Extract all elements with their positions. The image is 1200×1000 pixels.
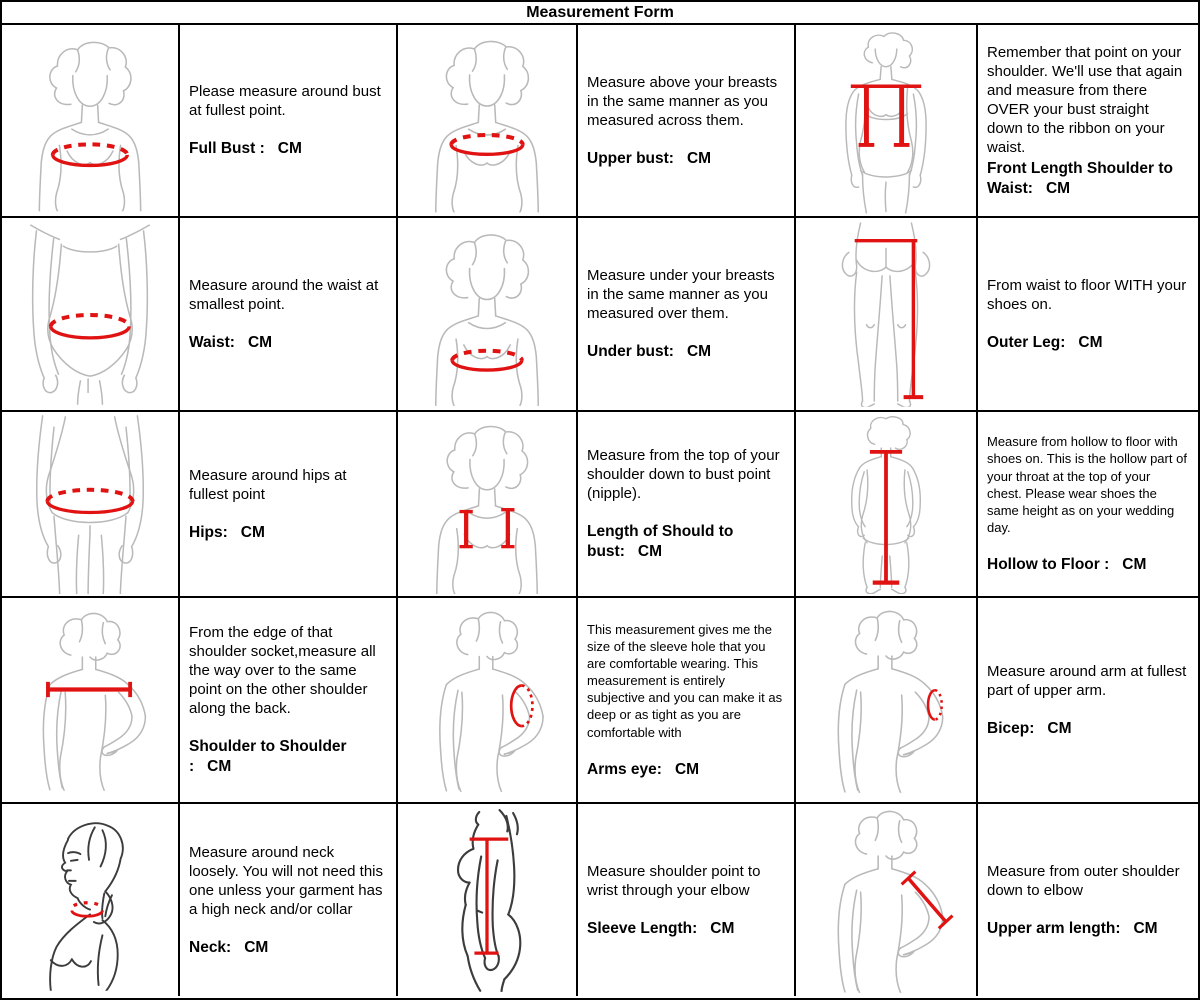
unit-cm: CM <box>686 343 712 361</box>
upper-arm-length-figure-cell <box>796 804 978 996</box>
full-bust-figure <box>4 27 176 214</box>
hollow-to-floor-figure-cell <box>796 412 978 598</box>
hips-figure-cell <box>2 412 180 598</box>
measure-description: Measure around neck loosely. You will not need this one unless your garment has a high neck and/or collar <box>189 843 384 918</box>
measure-label: Outer Leg: CM <box>987 333 1103 351</box>
unit-cm: CM <box>1133 919 1158 937</box>
shoulder-to-bust-figure <box>400 414 574 594</box>
unit-cm: CM <box>240 523 265 541</box>
neck-figure <box>4 806 176 994</box>
waist-text-cell <box>180 218 398 412</box>
measure-description: Measure from the top of your shoulder down to bust point (nipple). <box>587 447 780 503</box>
under-bust-figure <box>400 220 574 408</box>
measure-description: Remember that point on your shoulder. We'll use that again and measure from there OVER your bust straight down to the ribbon on your waist. <box>987 43 1183 156</box>
measure-label: Upper bust: CM <box>587 149 712 167</box>
measure-description: This measurement gives me the size of the sleeve hole that you are comfortable wearing. This measurement is entirely subjective and you can make it as deep or as tight as you are comfortable with <box>587 621 783 740</box>
measure-label: Neck: CM <box>189 938 269 956</box>
waist-figure-cell <box>2 218 180 412</box>
shoulder-to-bust-figure-cell <box>398 412 578 598</box>
measure-label: Full Bust : CM <box>189 140 302 158</box>
unit-cm: CM <box>637 543 662 561</box>
unit-cm: CM <box>674 760 700 778</box>
page-title: Measurement Form <box>2 2 1198 25</box>
hips-text-cell <box>180 412 398 598</box>
measure-label: Upper arm length: CM <box>987 919 1158 937</box>
measure-label: Hollow to Floor : CM <box>987 556 1147 574</box>
measure-description: Measure around arm at fullest part of upper arm. <box>987 662 1187 699</box>
measure-description: Measure around the waist at smallest point. <box>189 276 379 313</box>
full-bust-figure-cell <box>2 25 180 218</box>
form-grid <box>2 25 1198 996</box>
arms-eye-figure <box>400 600 574 800</box>
under-bust-figure-cell <box>398 218 578 412</box>
bicep-text-cell <box>978 598 1198 804</box>
measure-description: Measure above your breasts in the same manner as you measured across them. <box>587 73 778 129</box>
unit-cm: CM <box>247 333 273 351</box>
unit-cm: CM <box>207 758 232 776</box>
bicep-figure <box>798 600 974 800</box>
unit-cm: CM <box>686 149 712 167</box>
measure-description: From waist to floor WITH your shoes on. <box>987 276 1187 313</box>
neck-text-cell <box>180 804 398 996</box>
hollow-to-floor-text-cell <box>978 412 1198 598</box>
measure-label: Length of Should to bust: CM <box>587 523 734 561</box>
shoulder-to-shoulder-figure-cell <box>2 598 180 804</box>
sleeve-length-figure-cell <box>398 804 578 996</box>
front-length-text-cell <box>978 25 1198 218</box>
hollow-to-floor-figure <box>798 414 974 594</box>
under-bust-text-cell <box>578 218 796 412</box>
upper-arm-length-text-cell <box>978 804 1198 996</box>
hips-figure <box>4 414 176 594</box>
unit-cm: CM <box>1122 556 1147 574</box>
shoulder-to-shoulder-figure <box>4 600 176 800</box>
measure-description: Measure around hips at fullest point <box>189 466 347 503</box>
measure-description: Measure from hollow to floor with shoes on. This is the hollow part of your throat at the top of your chest. Please wear shoes the same height as on your wedding day. <box>987 434 1187 535</box>
measure-label: Hips: CM <box>189 523 265 541</box>
neck-figure-cell <box>2 804 180 996</box>
measure-label: Under bust: CM <box>587 343 712 361</box>
measure-label: Arms eye: CM <box>587 760 700 778</box>
arms-eye-text-cell <box>578 598 796 804</box>
waist-figure <box>4 220 176 408</box>
front-length-figure-cell <box>796 25 978 218</box>
unit-cm: CM <box>277 140 302 158</box>
outer-leg-figure-cell <box>796 218 978 412</box>
outer-leg-text-cell <box>978 218 1198 412</box>
measure-description: Measure shoulder point to wrist through your elbow <box>587 862 761 899</box>
measure-label: Shoulder to Shoulder : CM <box>189 738 347 776</box>
unit-cm: CM <box>710 919 735 937</box>
full-bust-text-cell <box>180 25 398 218</box>
measure-label: Front Length Shoulder to Waist: CM <box>987 159 1173 197</box>
front-length-shoulder-to-waist-figure <box>798 27 974 214</box>
arms-eye-figure-cell <box>398 598 578 804</box>
measure-label: Bicep: CM <box>987 719 1072 737</box>
bicep-figure-cell <box>796 598 978 804</box>
measure-description: Measure under your breasts in the same manner as you measured over them. <box>587 267 775 323</box>
upper-bust-figure-cell <box>398 25 578 218</box>
outer-leg-figure <box>798 220 974 408</box>
measure-label: Waist: CM <box>189 333 273 351</box>
measure-description: From the edge of that shoulder socket,measure all the way over to the same point on the other shoulder along the back. <box>189 624 376 718</box>
upper-bust-figure <box>400 27 574 214</box>
measure-description: Measure from outer shoulder down to elbow <box>987 862 1180 899</box>
shoulder-to-bust-text-cell <box>578 412 796 598</box>
measure-description: Please measure around bust at fullest point. <box>189 83 381 120</box>
unit-cm: CM <box>1047 719 1072 737</box>
shoulder-to-shoulder-text-cell <box>180 598 398 804</box>
upper-arm-length-figure <box>798 806 974 994</box>
unit-cm: CM <box>1045 179 1071 197</box>
sleeve-length-figure <box>400 806 574 994</box>
sleeve-length-text-cell <box>578 804 796 996</box>
measure-label: Sleeve Length: CM <box>587 919 735 937</box>
unit-cm: CM <box>244 938 269 956</box>
unit-cm: CM <box>1078 333 1103 351</box>
upper-bust-text-cell <box>578 25 796 218</box>
